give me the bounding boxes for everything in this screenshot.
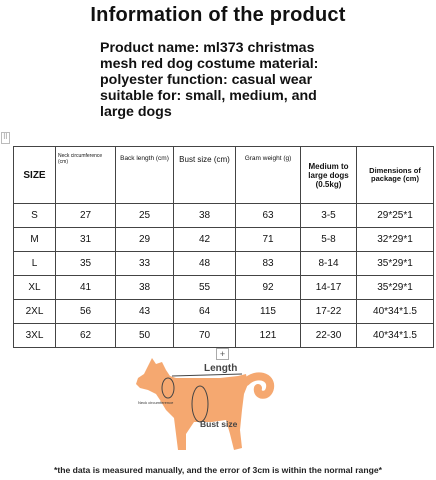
header-dogs: Medium to large dogs (0.5kg): [301, 147, 357, 204]
table-cell: 64: [174, 300, 236, 324]
header-package: Dimensions of package (cm): [357, 147, 434, 204]
table-cell: 71: [236, 228, 301, 252]
size-cell: S: [14, 204, 56, 228]
table-cell: 121: [236, 324, 301, 348]
size-cell: M: [14, 228, 56, 252]
table-cell: 31: [56, 228, 116, 252]
table-row: [14, 204, 434, 228]
table-cell: 29: [116, 228, 174, 252]
table-cell: 25: [116, 204, 174, 228]
length-label: Length: [204, 363, 238, 374]
table-row: [14, 300, 434, 324]
table-cell: 70: [174, 324, 236, 348]
size-table: [13, 146, 434, 348]
header-bust: Bust size (cm): [174, 147, 236, 204]
table-cell: 62: [56, 324, 116, 348]
table-cell: 32*29*1: [357, 228, 434, 252]
table-cell: 83: [236, 252, 301, 276]
table-cell: 40*34*1.5: [357, 300, 434, 324]
dog-tail: [246, 376, 270, 394]
header-back: Back length (cm): [116, 147, 174, 204]
header-weight: Gram weight (g): [236, 147, 301, 204]
table-header-row: [14, 147, 434, 204]
table-cell: 41: [56, 276, 116, 300]
table-cell: 35*29*1: [357, 252, 434, 276]
header-size: SIZE: [14, 147, 56, 204]
table-cell: 35*29*1: [357, 276, 434, 300]
table-cell: 17-22: [301, 300, 357, 324]
header-neck: Neck circumference (cm): [56, 147, 116, 204]
bust-label: Bust size: [200, 419, 238, 429]
footer-note: *the data is measured manually, and the error of 3cm is within the normal range*: [54, 465, 382, 475]
page-title: Information of the product: [90, 4, 346, 26]
table-cell: 5-8: [301, 228, 357, 252]
size-cell: XL: [14, 276, 56, 300]
table-cell: 50: [116, 324, 174, 348]
size-cell: L: [14, 252, 56, 276]
table-cell: 22-30: [301, 324, 357, 348]
dog-measurement-diagram: [130, 354, 280, 459]
drag-handle-icon[interactable]: ⠿: [1, 132, 10, 144]
table-cell: 38: [174, 204, 236, 228]
table-row: [14, 228, 434, 252]
size-cell: 3XL: [14, 324, 56, 348]
table-cell: 42: [174, 228, 236, 252]
table-cell: 14-17: [301, 276, 357, 300]
table-cell: 35: [56, 252, 116, 276]
table-cell: 63: [236, 204, 301, 228]
table-row: [14, 252, 434, 276]
length-line: [172, 374, 242, 376]
table-cell: 38: [116, 276, 174, 300]
table-row: [14, 276, 434, 300]
table-cell: 43: [116, 300, 174, 324]
size-cell: 2XL: [14, 300, 56, 324]
table-cell: 29*25*1: [357, 204, 434, 228]
table-cell: 56: [56, 300, 116, 324]
table-cell: 92: [236, 276, 301, 300]
product-description: Product name: ml373 christmas mesh red dog costume material: polyester function: casual wear suitable for: small, medium, and large dogs: [100, 40, 319, 120]
table-cell: 40*34*1.5: [357, 324, 434, 348]
table-row: [14, 324, 434, 348]
table-cell: 48: [174, 252, 236, 276]
table-cell: 27: [56, 204, 116, 228]
table-cell: 8-14: [301, 252, 357, 276]
add-icon[interactable]: +: [216, 348, 229, 360]
table-cell: 3-5: [301, 204, 357, 228]
table-cell: 33: [116, 252, 174, 276]
table-cell: 115: [236, 300, 301, 324]
neck-label: Neck circumference: [138, 400, 174, 405]
table-cell: 55: [174, 276, 236, 300]
